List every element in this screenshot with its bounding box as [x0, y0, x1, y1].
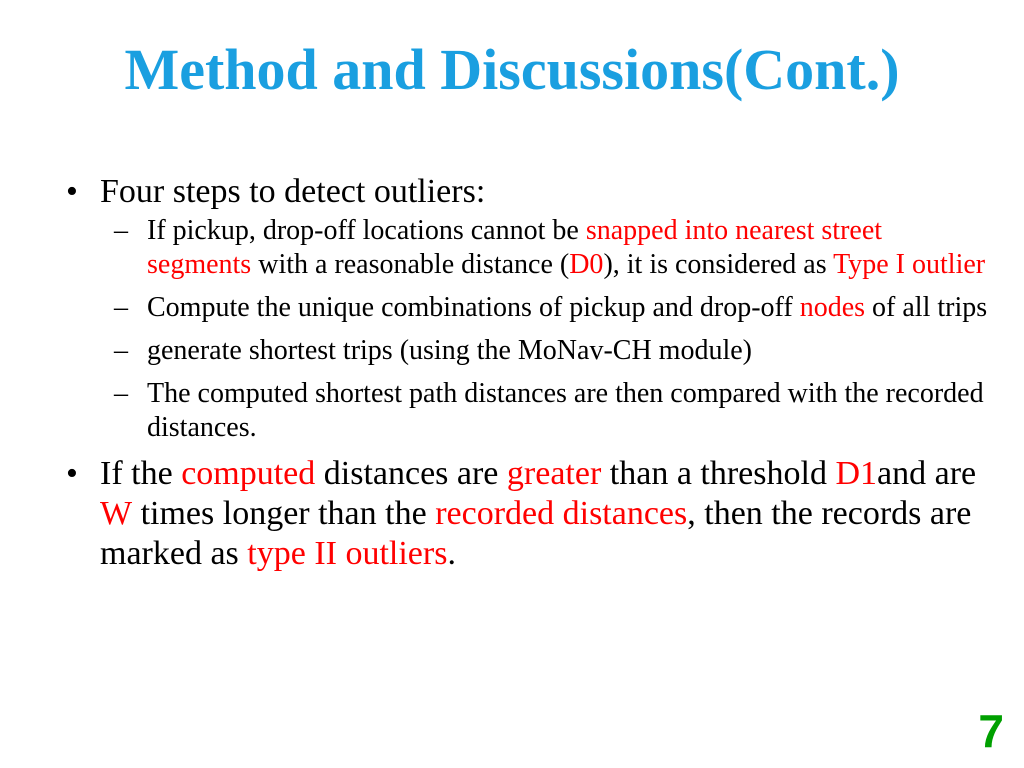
text-segment: generate shortest trips (using the MoNav-CH module): [147, 335, 752, 366]
sub-bullet-list: [100, 214, 992, 445]
highlighted-text: greater: [506, 455, 602, 492]
highlighted-text: D0: [569, 249, 604, 280]
text-segment: Four steps to detect outliers:: [100, 173, 486, 210]
text-segment: The computed shortest path distances are then compared with the recorded distances.: [147, 378, 984, 443]
text-segment: than a threshold: [601, 455, 836, 492]
text-segment: Compute the unique combinations of pickup and drop-off: [147, 292, 800, 323]
dash-marker: –: [114, 292, 128, 323]
text-segment: distances are: [315, 455, 507, 492]
highlighted-text: type II outliers: [247, 535, 448, 572]
bullet-item: [62, 454, 992, 574]
text-segment: If pickup, drop-off locations cannot be: [147, 215, 586, 246]
bullet-item: [62, 172, 992, 445]
sub-bullet-item: [100, 214, 992, 282]
text-segment: If the: [100, 455, 182, 492]
text-segment: , then the records are marked as: [100, 495, 972, 572]
bullet-text: [100, 173, 485, 210]
sub-bullet-text: [147, 215, 985, 280]
bullet-list: [62, 172, 992, 578]
dash-marker: –: [114, 335, 128, 366]
highlighted-text: Type I outlier: [833, 249, 986, 280]
text-segment: with a reasonable distance (: [251, 249, 570, 280]
sub-bullet-text: [147, 378, 984, 443]
dash-marker: –: [114, 378, 128, 409]
sub-bullet-text: [147, 335, 752, 366]
sub-bullet-item: [100, 291, 992, 325]
highlighted-text: snapped into nearest street segments: [147, 215, 883, 280]
sub-bullet-text: [147, 292, 987, 323]
text-segment: and are: [877, 455, 977, 492]
sub-bullet-item: [100, 377, 992, 445]
highlighted-text: recorded distances: [435, 495, 688, 532]
sub-bullet-item: [100, 334, 992, 368]
slide-title: Method and Discussions(Cont.): [124, 37, 900, 102]
bullet-marker: •: [66, 173, 78, 210]
text-segment: .: [447, 535, 456, 572]
highlighted-text: W: [100, 495, 133, 532]
highlighted-text: D1: [835, 455, 878, 492]
page-number: 7: [978, 705, 1004, 757]
text-segment: ), it is considered as: [603, 249, 834, 280]
text-segment: times longer than the: [132, 495, 436, 532]
text-segment: of all trips: [865, 292, 988, 323]
bullet-text: [100, 455, 976, 572]
highlighted-text: nodes: [799, 292, 866, 323]
dash-marker: –: [114, 215, 128, 246]
bullet-marker: •: [66, 455, 78, 492]
highlighted-text: computed: [181, 455, 316, 492]
